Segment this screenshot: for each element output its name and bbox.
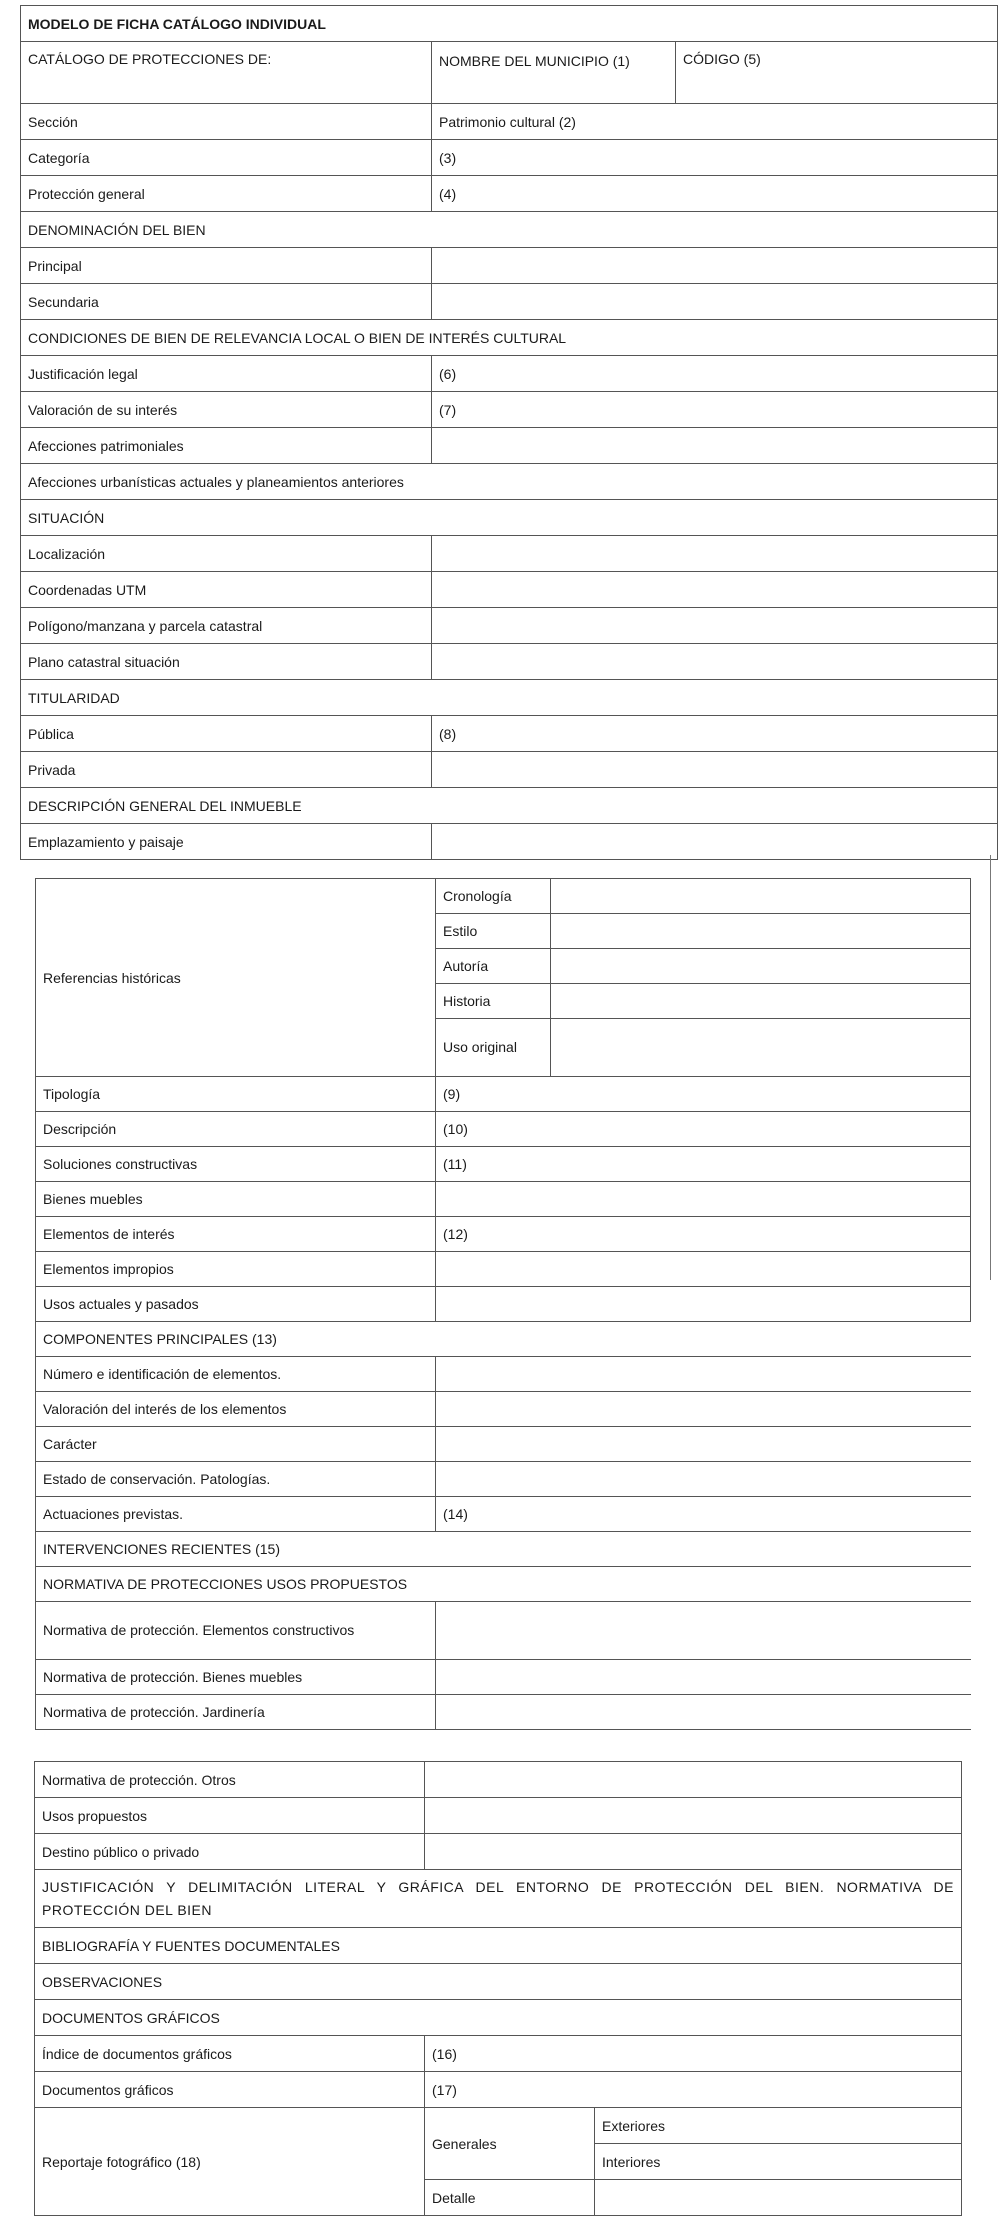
seccion-value: Patrimonio cultural (2) [432, 104, 998, 140]
codigo-label: CÓDIGO (5) [676, 42, 998, 104]
elementos-interes-value: (12) [436, 1217, 971, 1252]
ficha-table [20, 5, 998, 860]
plano-value[interactable] [432, 644, 998, 680]
localizacion-label: Localización [21, 536, 432, 572]
soluciones-label: Soluciones constructivas [36, 1147, 436, 1182]
documentos-graficos-header: DOCUMENTOS GRÁFICOS [35, 2000, 962, 2036]
actuaciones-label: Actuaciones previstas. [36, 1497, 436, 1532]
autoria-value[interactable] [551, 949, 971, 984]
bienes-muebles-value[interactable] [436, 1182, 971, 1217]
valoracion-elementos-label: Valoración del interés de los elementos [36, 1392, 436, 1427]
secundaria-value[interactable] [432, 284, 998, 320]
valoracion-elementos-value[interactable] [436, 1392, 971, 1427]
caracter-value[interactable] [436, 1427, 971, 1462]
cronologia-value[interactable] [551, 879, 971, 914]
categoria-value: (3) [432, 140, 998, 176]
uso-original-value[interactable] [551, 1019, 971, 1077]
usos-actuales-label: Usos actuales y pasados [36, 1287, 436, 1322]
normativa-otros-value[interactable] [425, 1762, 962, 1798]
plano-label: Plano catastral situación [21, 644, 432, 680]
privada-value[interactable] [432, 752, 998, 788]
actuaciones-value: (14) [436, 1497, 971, 1532]
estilo-value[interactable] [551, 914, 971, 949]
publica-value: (8) [432, 716, 998, 752]
soluciones-value: (11) [436, 1147, 971, 1182]
observaciones-header: OBSERVACIONES [35, 1964, 962, 2000]
principal-label: Principal [21, 248, 432, 284]
proteccion-general-value: (4) [432, 176, 998, 212]
normativa-jardineria-value[interactable] [436, 1695, 971, 1730]
usos-actuales-value[interactable] [436, 1287, 971, 1322]
tipologia-label: Tipología [36, 1077, 436, 1112]
valoracion-label: Valoración de su interés [21, 392, 432, 428]
normativa-otros-label: Normativa de protección. Otros [35, 1762, 425, 1798]
caracter-label: Carácter [36, 1427, 436, 1462]
coordenadas-label: Coordenadas UTM [21, 572, 432, 608]
estilo-label: Estilo [436, 914, 551, 949]
poligono-value[interactable] [432, 608, 998, 644]
generales-label: Generales [425, 2108, 595, 2180]
historia-table [35, 878, 971, 1730]
elementos-impropios-label: Elementos impropios [36, 1252, 436, 1287]
reportaje-label: Reportaje fotográfico (18) [35, 2108, 425, 2216]
afecciones-patrimoniales-value[interactable] [432, 428, 998, 464]
localizacion-value[interactable] [432, 536, 998, 572]
form-title: MODELO DE FICHA CATÁLOGO INDIVIDUAL [21, 6, 998, 42]
catalogo-label: CATÁLOGO DE PROTECCIONES DE: [21, 42, 432, 104]
componentes-header: COMPONENTES PRINCIPALES (13) [36, 1322, 971, 1357]
afecciones-patrimoniales-label: Afecciones patrimoniales [21, 428, 432, 464]
numero-identificacion-value[interactable] [436, 1357, 971, 1392]
descripcion-value: (10) [436, 1112, 971, 1147]
detalle-label: Detalle [425, 2180, 595, 2216]
normativa-constructivos-value[interactable] [436, 1602, 971, 1660]
tipologia-value: (9) [436, 1077, 971, 1112]
exteriores-label: Exteriores [595, 2108, 962, 2144]
titularidad-header: TITULARIDAD [21, 680, 998, 716]
normativa-bienes-label: Normativa de protección. Bienes muebles [36, 1660, 436, 1695]
publica-label: Pública [21, 716, 432, 752]
municipio-label: NOMBRE DEL MUNICIPIO (1) [432, 42, 676, 104]
estado-conservacion-label: Estado de conservación. Patologías. [36, 1462, 436, 1497]
descripcion-label: Descripción [36, 1112, 436, 1147]
uso-original-label: Uso original [436, 1019, 551, 1077]
descripcion-header: DESCRIPCIÓN GENERAL DEL INMUEBLE [21, 788, 998, 824]
indice-value: (16) [425, 2036, 962, 2072]
usos-propuestos-value[interactable] [425, 1798, 962, 1834]
destino-label: Destino público o privado [35, 1834, 425, 1870]
intervenciones-header: INTERVENCIONES RECIENTES (15) [36, 1532, 971, 1567]
numero-identificacion-label: Número e identificación de elementos. [36, 1357, 436, 1392]
situacion-header: SITUACIÓN [21, 500, 998, 536]
normativa-constructivos-label: Normativa de protección. Elementos constructivos [36, 1602, 436, 1660]
estado-conservacion-value[interactable] [436, 1462, 971, 1497]
historia-value[interactable] [551, 984, 971, 1019]
normativa-bienes-value[interactable] [436, 1660, 971, 1695]
page-edge-line [990, 855, 991, 1280]
afecciones-urbanisticas-row: Afecciones urbanísticas actuales y planeamientos anteriores [21, 464, 998, 500]
normativa-header: NORMATIVA DE PROTECCIONES USOS PROPUESTOS [36, 1567, 971, 1602]
coordenadas-value[interactable] [432, 572, 998, 608]
privada-label: Privada [21, 752, 432, 788]
documentos-label: Documentos gráficos [35, 2072, 425, 2108]
normativa-jardineria-label: Normativa de protección. Jardinería [36, 1695, 436, 1730]
final-table [34, 1761, 962, 2216]
valoracion-value: (7) [432, 392, 998, 428]
cronologia-label: Cronología [436, 879, 551, 914]
documentos-value: (17) [425, 2072, 962, 2108]
indice-label: Índice de documentos gráficos [35, 2036, 425, 2072]
categoria-label: Categoría [21, 140, 432, 176]
denominacion-header: DENOMINACIÓN DEL BIEN [21, 212, 998, 248]
emplazamiento-value[interactable] [432, 824, 998, 860]
principal-value[interactable] [432, 248, 998, 284]
proteccion-general-label: Protección general [21, 176, 432, 212]
interiores-label: Interiores [595, 2144, 962, 2180]
referencias-historicas-label: Referencias históricas [36, 879, 436, 1077]
detalle-value[interactable] [595, 2180, 962, 2216]
justificacion-entorno-row: JUSTIFICACIÓN Y DELIMITACIÓN LITERAL Y GRÁFICA DEL ENTORNO DE PROTECCIÓN DEL BIEN. NORMATIVA DE PROTECCIÓN DEL BIEN [35, 1870, 962, 1928]
condiciones-header: CONDICIONES DE BIEN DE RELEVANCIA LOCAL O BIEN DE INTERÉS CULTURAL [21, 320, 998, 356]
seccion-label: Sección [21, 104, 432, 140]
elementos-interes-label: Elementos de interés [36, 1217, 436, 1252]
poligono-label: Polígono/manzana y parcela catastral [21, 608, 432, 644]
elementos-impropios-value[interactable] [436, 1252, 971, 1287]
usos-propuestos-label: Usos propuestos [35, 1798, 425, 1834]
bienes-muebles-label: Bienes muebles [36, 1182, 436, 1217]
justificacion-legal-label: Justificación legal [21, 356, 432, 392]
emplazamiento-label: Emplazamiento y paisaje [21, 824, 432, 860]
historia-label: Historia [436, 984, 551, 1019]
bibliografia-header: BIBLIOGRAFÍA Y FUENTES DOCUMENTALES [35, 1928, 962, 1964]
secundaria-label: Secundaria [21, 284, 432, 320]
destino-value[interactable] [425, 1834, 962, 1870]
autoria-label: Autoría [436, 949, 551, 984]
justificacion-legal-value: (6) [432, 356, 998, 392]
